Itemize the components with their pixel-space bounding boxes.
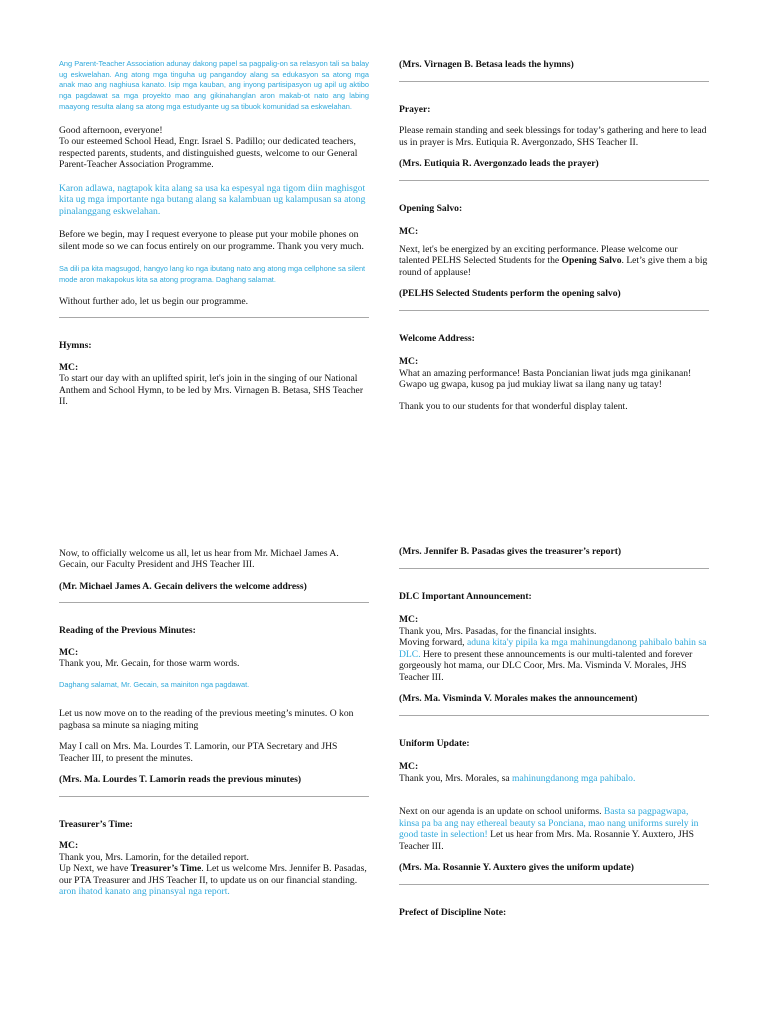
mc-label: MC:	[399, 614, 419, 625]
left-column	[59, 59, 369, 898]
minutes-move-paragraph: Let us now move on to the reading of the previous meeting’s minutes. O kon pagbasa sa minute sa niaging miting	[59, 708, 354, 731]
mc-label: MC:	[59, 646, 79, 658]
dlc-paragraph	[399, 637, 709, 683]
treasurer-thanks: Thank you, Mrs. Lamorin, for the detailed report.	[59, 851, 249, 863]
uniform-heading: Uniform Update:	[399, 737, 470, 749]
welcome-paragraph: To our esteemed School Head, Engr. Israel S. Padillo; our dedicated teachers, respected parents, students, and distinguished guests, welcome to our General Parent-Teacher Association Programme.	[59, 136, 358, 171]
dlc-post: Here to present these announcements is our multi-talented and forever gorgeously hot mama, our DLC Coor, Mrs. Ma. Visminda V. Morales, JHS Teacher III.	[399, 648, 693, 683]
prayer-paragraph: Please remain standing and seek blessings for today’s gathering and here to lead us in prayer is Mrs. Eutiquia R. Avergonzado, SHS Teacher II.	[399, 125, 707, 148]
hymns-cue: (Mrs. Virnagen B. Betasa leads the hymns)	[399, 59, 574, 70]
hymns-paragraph: To start our day with an uplifted spirit, let's join in the singing of our National Anthem and School Hymn, to be led by Mrs. Virnagen B. Betasa, SHS Teacher II.	[59, 373, 364, 408]
mc-label: MC:	[399, 356, 419, 367]
uniform-thanks-pre: Thank you, Mrs. Morales, sa	[399, 772, 512, 784]
salvo-heading: Opening Salvo:	[399, 202, 463, 214]
treasurer-highlight: aron ihatod kanato ang pinansyal nga report.	[59, 886, 230, 898]
salvo-cue: (PELHS Selected Students perform the opening salvo)	[399, 288, 621, 299]
phones-note: Sa dili pa kita magsugod, hangyo lang ko nga ibutang nato ang atong mga cellphone sa silent mode aron makapokus kita sa atong programa. Daghang salamat.	[59, 264, 366, 284]
dlc-cue: (Mrs. Ma. Visminda V. Morales makes the announcement)	[399, 693, 638, 704]
treasurer-mid: . Let us welcome Mrs. Jennifer B. Pasadas, our PTA Treasurer and JHS Teacher II, to update us on our financial standing.	[59, 863, 367, 886]
prayer-heading: Prayer:	[399, 103, 431, 115]
address-paragraph-1: What an amazing performance! Basta Poncianian liwat juds mga ginikanan! Gwapo ug gwapa, kusog pa jud mukiay liwat sa ilang nany ug tatay!	[399, 367, 692, 390]
dlc-thanks: Thank you, Mrs. Pasadas, for the financial insights.	[399, 625, 597, 637]
mc-label: MC:	[399, 761, 419, 772]
minutes-call-paragraph: May I call on Mrs. Ma. Lourdes T. Lamorin, our PTA Secretary and JHS Teacher III, to present the minutes.	[59, 741, 338, 764]
dlc-heading: DLC Important Announcement:	[399, 590, 532, 602]
welcome-address-cue: (Mr. Michael James A. Gecain delivers the welcome address)	[59, 580, 307, 592]
address-heading: Welcome Address:	[399, 332, 475, 344]
minutes-thanks: Thank you, Mr. Gecain, for those warm words.	[59, 658, 240, 670]
uniform-cue: (Mrs. Ma. Rosannie Y. Auxtero gives the uniform update)	[399, 862, 634, 873]
welcome-intro-paragraph: Now, to officially welcome us all, let us hear from Mr. Michael James A. Gecain, our Faculty President and JHS Teacher III.	[59, 547, 339, 571]
treasurer-heading: Treasurer’s Time:	[59, 818, 133, 830]
uniform-post: Let us hear from Mrs. Ma. Rosannie Y. Auxtero, JHS Teacher III.	[399, 829, 694, 852]
minutes-cue: (Mrs. Ma. Lourdes T. Lamorin reads the previous minutes)	[59, 774, 302, 786]
phones-paragraph: Before we begin, may I request everyone to please put your mobile phones on silent mode so we can focus entirely on our programme. Thank you very much.	[59, 229, 364, 252]
intro-note: Ang Parent-Teacher Association adunay dakong papel sa pagpalig-on sa relasyon tali sa balay ug eskwelahan. Ang atong mga tinguha ug pangandoy alang sa edukasyon sa atong mga anak mao ang naghiusa kanato. Isip mga kauban, ang inyong partisipasyon ug apil ug aktibo nga pagdawat sa mga proyekto mao ang gikinahanglan aron makab-ot nato ang labing maayong resulta alang sa atong mga estudyante ug sa tibuok komunidad sa eskwelahan.	[59, 59, 369, 111]
uniform-highlight: Basta sa pagpagwapa, kinsa pa ba ang nay ethereal beauty sa Ponciana, mao nang uniforms surely in good taste in selection!	[399, 806, 699, 840]
uniform-pre: Next on our agenda is an update on school uniforms.	[399, 806, 604, 817]
mc-label: MC:	[59, 361, 79, 373]
uniform-thanks-highlight: mahinungdanong mga pahibalo.	[511, 772, 636, 784]
prayer-cue: (Mrs. Eutiquia R. Avergonzado leads the prayer)	[399, 158, 599, 169]
mc-label: MC:	[59, 840, 79, 852]
hymns-heading: Hymns:	[59, 340, 92, 352]
uniform-paragraph	[399, 806, 709, 852]
treasurer-cue: (Mrs. Jennifer B. Pasadas gives the treasurer’s report)	[399, 546, 622, 557]
minutes-heading: Reading of the Previous Minutes:	[59, 625, 196, 637]
dlc-pre: Moving forward,	[399, 637, 467, 648]
uniform-thanks	[399, 773, 709, 785]
salvo-bold: Opening Salvo	[561, 255, 622, 266]
treasurer-bold: Treasurer’s Time	[130, 863, 202, 875]
prefect-heading: Prefect of Discipline Note:	[399, 906, 507, 918]
address-paragraph-2: Thank you to our students for that wonderful display talent.	[399, 400, 628, 412]
dlc-highlight: aduna kita'y pipila ka mga mahinungdanong pahibalo bahin sa DLC.	[399, 637, 707, 660]
greeting: Good afternoon, everyone!	[59, 124, 163, 136]
salvo-paragraph	[399, 244, 709, 279]
treasurer-pre: Up Next, we have	[59, 863, 131, 875]
salvo-post: . Let’s give them a big round of applause!	[399, 255, 708, 278]
salvo-pre: Next, let's be energized by an exciting performance. Please welcome our talented PELHS Selected Students for the	[399, 243, 678, 266]
minutes-note: Daghang salamat, Mr. Gecain, sa mainiton nga pagdawat.	[59, 679, 250, 689]
right-column	[399, 59, 709, 918]
treasurer-paragraph	[59, 863, 369, 898]
mc-label: MC:	[399, 226, 419, 237]
welcome-note: Karon adlawa, nagtapok kita alang sa usa ka espesyal nga tigom diin maghisgot kita ug mga importante nga butang alang sa kalambuan ug kalampusan sa atong pinalanggang eskwelahan.	[59, 182, 366, 217]
begin-paragraph: Without further ado, let us begin our programme.	[59, 295, 249, 307]
